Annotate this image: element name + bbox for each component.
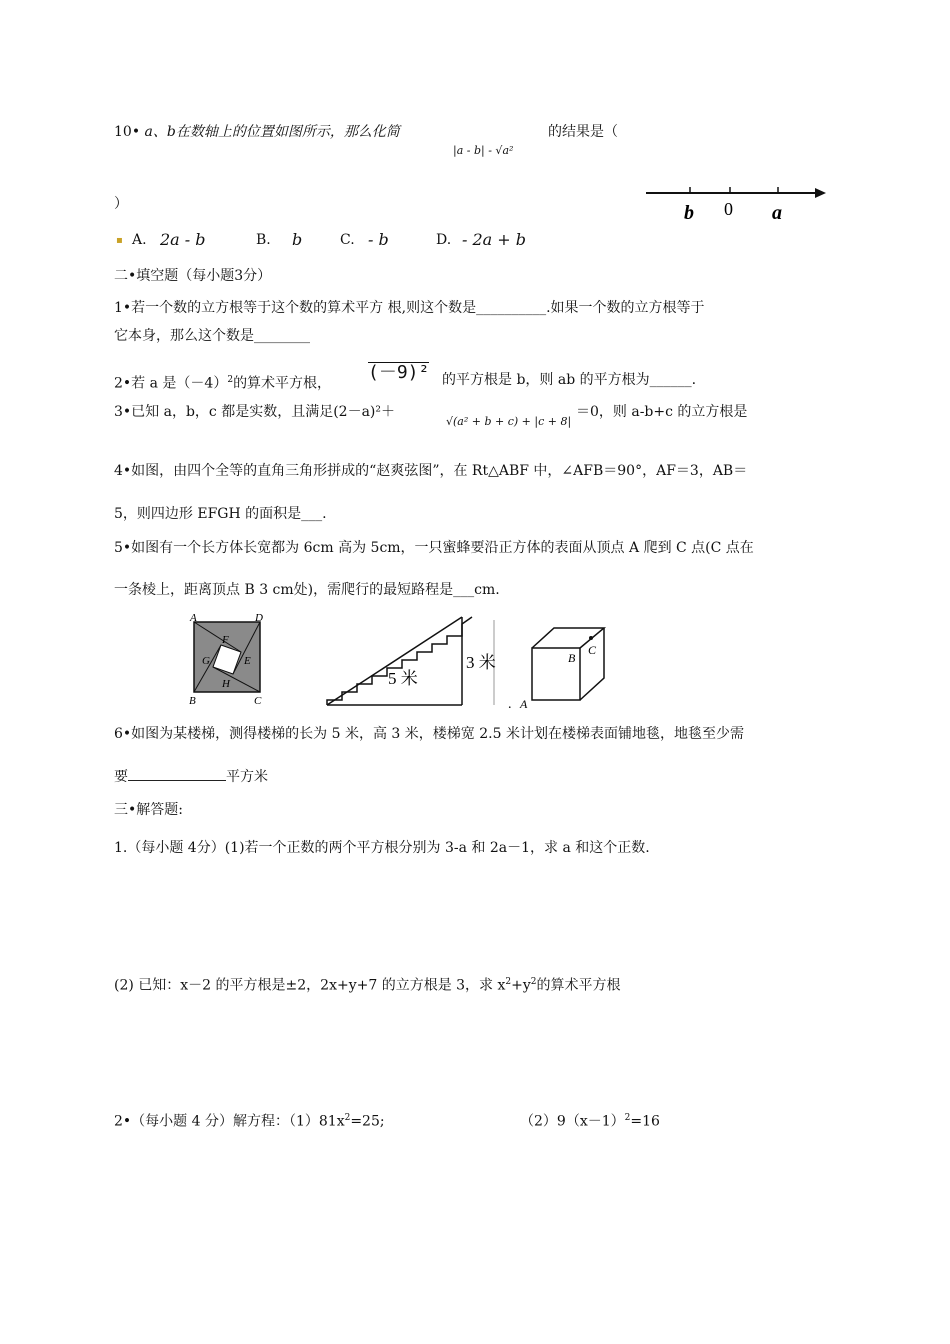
fill-q1-line2: 它本身，那么这个数是________ xyxy=(114,328,310,344)
solve-1-2a: (2) 已知：x－2 的平方根是±2，2x+y+7 的立方根是 3，求 x xyxy=(114,977,506,994)
fill-q2-b: 的算术平方根， xyxy=(233,375,332,392)
q10-line xyxy=(114,122,400,142)
cube-label-b: B xyxy=(568,651,576,665)
fill-q4-line2: 5，则四边形 EFGH 的面积是___. xyxy=(114,506,327,522)
square-label-a: A xyxy=(190,612,197,624)
fill-q3-expr: √(a² + b + c) + |c + 8| xyxy=(446,415,572,428)
fill-q6-line2a: 要 xyxy=(114,769,128,785)
square-label-h: H xyxy=(222,678,230,690)
option-c-letter: C. xyxy=(340,232,355,248)
section3-title: 三•解答题: xyxy=(114,802,183,818)
option-b-letter: B. xyxy=(256,232,271,248)
option-b-value: b xyxy=(292,230,303,249)
fill-q1-line1: 1•若一个数的立方根等于这个数的算术平方 根,则这个数是__________.如果一个数的立方根等于 xyxy=(114,300,705,316)
fill-q2-c: 的平方根是 b，则 ab 的平方根为______. xyxy=(442,372,697,388)
square-label-e: E xyxy=(244,655,251,667)
cube-label-a: A xyxy=(520,697,528,711)
fill-q6-line1: 6•如图为某楼梯，测得楼梯的长为 5 米，高 3 米，楼梯宽 2.5 米计划在楼梯表面铺地毯，地毯至少需 xyxy=(114,726,744,742)
stairs-dot: . xyxy=(508,697,512,712)
bullet-icon: ▪ xyxy=(116,235,123,246)
square-label-f: F xyxy=(222,634,229,646)
square-label-c: C xyxy=(254,695,262,707)
fill-q2-sup: 2 xyxy=(227,375,234,385)
section2-title: 二•填空题（每小题3分） xyxy=(114,268,272,284)
fill-q3-b: ＝0，则 a-b+c 的立方根是 xyxy=(576,404,748,420)
fill-q5-line1: 5•如图有一个长方体长宽都为 6cm 高为 5cm，一只蜜蜂要沿正方体的表面从顶点 A 爬到 C 点(C 点在 xyxy=(114,540,754,556)
solve-1-1: 1.（每小题 4分）(1)若一个正数的两个平方根分别为 3-a 和 2a－1，求 a 和这个正数. xyxy=(114,840,650,856)
fill-q6-blank xyxy=(128,766,226,781)
fill-q2-sqrt: (－9)² xyxy=(368,362,430,383)
fill-q6-line2b: 平方米 xyxy=(226,769,268,785)
solve-2-part1 xyxy=(114,1108,385,1132)
label-b: b xyxy=(684,202,694,224)
number-line-figure xyxy=(640,178,830,228)
solve-2-c: （2）9（x－1） xyxy=(520,1113,625,1130)
fill-q3-a: 3•已知 a，b，c 都是实数，且满足(2－a)²＋ xyxy=(114,404,396,420)
cuboid-figure xyxy=(516,620,616,712)
point-c-marker xyxy=(589,636,593,640)
stair-hypotenuse xyxy=(327,617,462,705)
fill-q5-line2: 一条棱上，距离顶点 B 3 cm处)，需爬行的最短路程是___cm. xyxy=(114,582,500,598)
options-row xyxy=(116,230,123,251)
solve-1-2c: 的算术平方根 xyxy=(536,977,621,994)
label-a: a xyxy=(772,202,782,224)
solve-1-2-sup1: 2 xyxy=(505,977,512,987)
solve-1-2b: +y xyxy=(511,977,531,994)
solve-2-part2 xyxy=(520,1108,660,1132)
stairs-height-label: 3 米 xyxy=(466,653,496,672)
option-c-value: - b xyxy=(368,230,389,249)
zhao-shuang-figure xyxy=(186,612,266,708)
solve-1-2 xyxy=(114,972,621,996)
option-d-letter: D. xyxy=(436,232,452,248)
solve-2-sup: 2 xyxy=(344,1113,351,1123)
solve-1-2-sup2: 2 xyxy=(530,977,537,987)
square-label-g: G xyxy=(202,655,210,667)
q10-label: 10• xyxy=(114,124,141,140)
fill-q2-a: 2•若 a 是（－4） xyxy=(114,375,228,392)
solve-2-d: =16 xyxy=(630,1113,660,1130)
fill-q6-line2 xyxy=(114,766,268,787)
label-zero: 0 xyxy=(724,199,733,219)
solve-2-sup2: 2 xyxy=(624,1113,631,1123)
q10-expression: |a - b| - √a² xyxy=(453,144,514,157)
option-a-letter: A. xyxy=(132,232,147,248)
solve-2-a: 2•（每小题 4 分）解方程：（1）81x xyxy=(114,1113,345,1130)
square-label-b: B xyxy=(189,695,196,707)
q10-close-paren: ） xyxy=(114,196,128,212)
stairs-length-label: 5 米 xyxy=(388,669,418,688)
q10-text-b: 的结果是（ xyxy=(548,124,618,140)
option-d-value: - 2a + b xyxy=(462,230,527,249)
stair-steps xyxy=(327,617,472,705)
fill-q4-line1: 4•如图，由四个全等的直角三角形拼成的“赵爽弦图”，在 Rt△ABF 中，∠AFB＝90°，AF＝3，AB＝ xyxy=(114,463,748,479)
q10-text-a: a、b在数轴上的位置如图所示，那么化简 xyxy=(144,124,400,140)
square-label-d: D xyxy=(255,612,263,624)
arrow-head-icon xyxy=(815,188,826,198)
fill-q2-line xyxy=(114,370,331,394)
solve-2-b: =25; xyxy=(350,1113,385,1130)
cube-label-c: C xyxy=(588,643,597,657)
option-a-value: 2a - b xyxy=(160,230,206,249)
stairs-figure xyxy=(322,612,522,712)
